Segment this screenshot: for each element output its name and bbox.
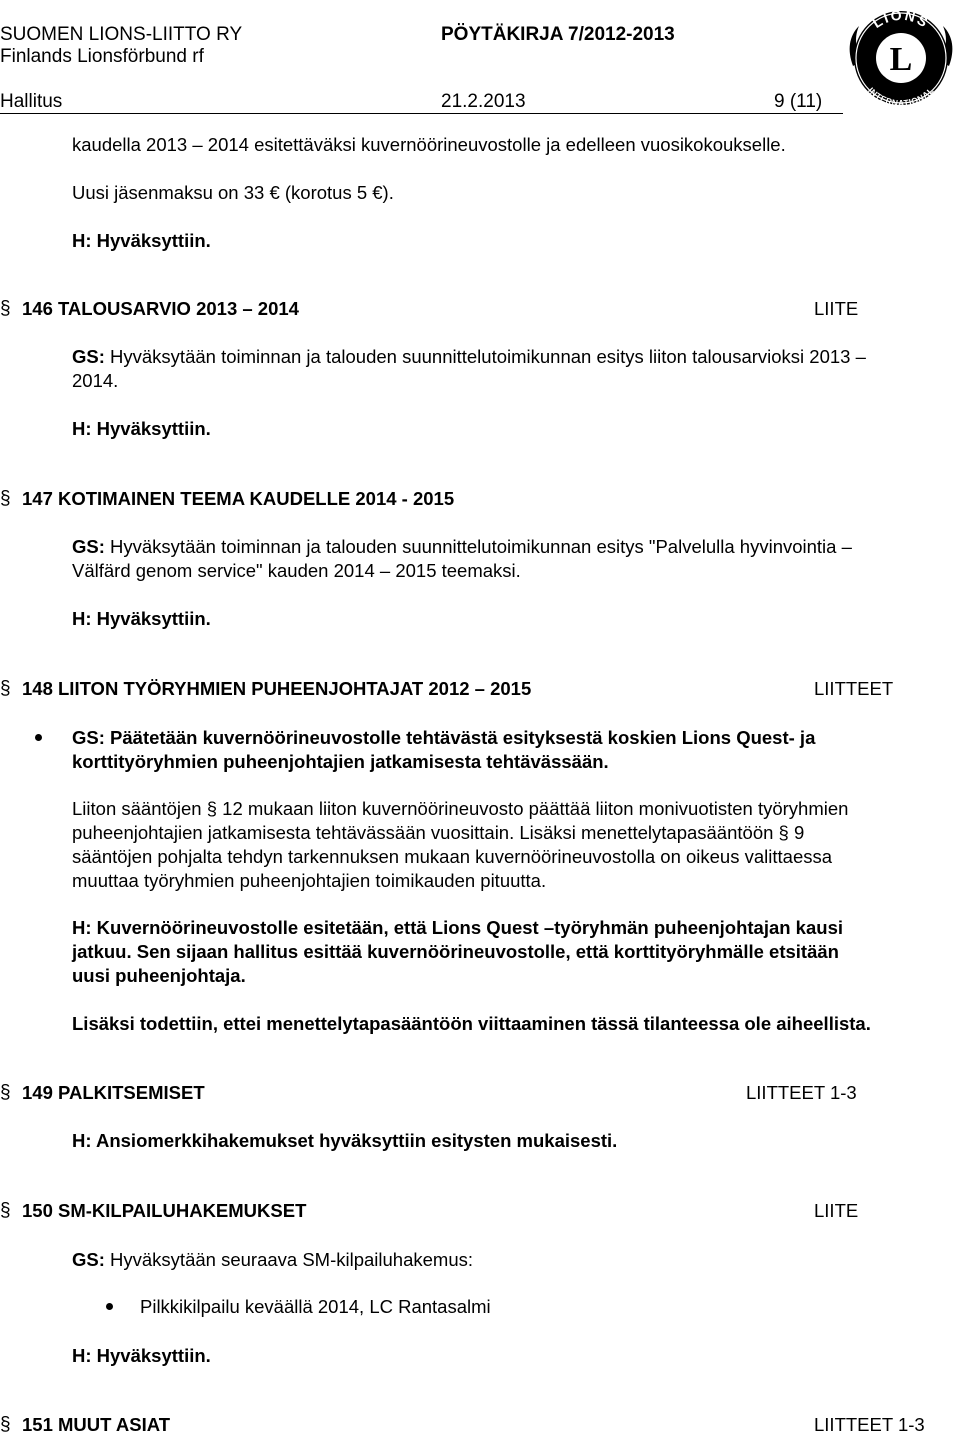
header-divider (0, 113, 843, 114)
section-148-body-line: sääntöjen pohjalta tehdyn tarkennuksen mukaan kuvernöörineuvostolla on oikeus valittaessa (72, 846, 833, 867)
section-150-attachment: LIITE (814, 1200, 859, 1221)
section-147-proposal-cont: Välfärd genom service" kauden 2014 – 2015 teemaksi. (72, 560, 521, 581)
page-number: 9 (11) (774, 91, 823, 112)
section-148-proposal-cont: korttityöryhmien puheenjohtajien jatkamisesta tehtävässään. (72, 751, 609, 772)
section-148-proposal: GS: Päätetään kuvernöörineuvostolle tehtävästä esityksestä koskien Lions Quest- ja (72, 727, 816, 748)
section-147-title: 147 KOTIMAINEN TEEMA KAUDELLE 2014 - 2015 (22, 488, 455, 509)
gs-label: GS: (72, 536, 105, 557)
logo-top-text: LIONS (869, 6, 933, 32)
gs-label: GS: (72, 346, 105, 367)
section-symbol: § (0, 298, 11, 319)
bullet-icon (106, 1303, 113, 1310)
intro-paragraph: kaudella 2013 – 2014 esitettäväksi kuvernöörineuvostolle ja edelleen vuosikokoukselle. (72, 134, 786, 155)
section-148-decision-cont: uusi puheenjohtaja. (72, 965, 246, 986)
section-symbol: § (0, 1414, 11, 1435)
section-146-proposal: Hyväksytään toiminnan ja talouden suunnittelutoimikunnan esitys liiton talousarvioksi 2013 – (110, 346, 866, 367)
section-symbol: § (0, 678, 11, 699)
gs-label: GS: (72, 1249, 105, 1270)
org-name-sv: Finlands Lionsförbund rf (0, 46, 204, 67)
section-146-proposal-cont: 2014. (72, 370, 119, 391)
lions-logo (843, 0, 960, 117)
section-symbol: § (0, 1082, 11, 1103)
section-150-proposal: Hyväksytään seuraava SM-kilpailuhakemus: (110, 1249, 473, 1270)
section-148-decision-cont: jatkuu. Sen sijaan hallitus esittää kuvernöörineuvostolle, että korttityöryhmälle etsitään (72, 941, 839, 962)
section-146-title: 146 TALOUSARVIO 2013 – 2014 (22, 298, 299, 319)
section-148-note: Lisäksi todettiin, ettei menettelytapasääntöön viittaaminen tässä tilanteessa ole aiheellista. (72, 1013, 871, 1034)
bullet-icon (35, 734, 42, 741)
section-symbol: § (0, 1200, 11, 1221)
section-146-decision: H: Hyväksyttiin. (72, 418, 211, 439)
section-147-decision: H: Hyväksyttiin. (72, 608, 211, 629)
section-149-decision: H: Ansiomerkkihakemukset hyväksyttiin esitysten mukaisesti. (72, 1130, 618, 1151)
section-150-bullet-item: Pilkkikilpailu keväällä 2014, LC Rantasalmi (140, 1296, 491, 1317)
section-148-decision: H: Kuvernöörineuvostolle esitetään, että Lions Quest –työryhmän puheenjohtajan kausi (72, 917, 843, 938)
doc-title: PÖYTÄKIRJA 7/2012-2013 (441, 24, 675, 45)
section-148-body-line: Liiton sääntöjen § 12 mukaan liiton kuvernöörineuvosto päättää liiton monivuotisten työryhmien (72, 798, 849, 819)
decision-text: H: Hyväksyttiin. (72, 230, 211, 251)
section-149-title: 149 PALKITSEMISET (22, 1082, 205, 1103)
logo-bottom-text: INTERNATIONAL (866, 85, 936, 109)
section-148-body-line: muuttaa työryhmien puheenjohtajien toimikauden pituutta. (72, 870, 547, 891)
meeting-date: 21.2.2013 (441, 91, 526, 112)
section-150-title: 150 SM-KILPAILUHAKEMUKSET (22, 1200, 307, 1221)
section-151-attachments: LIITTEET 1-3 (814, 1414, 925, 1435)
logo-letter: L (889, 41, 913, 78)
section-148-title: 148 LIITON TYÖRYHMIEN PUHEENJOHTAJAT 2012 – 2015 (22, 678, 532, 699)
section-150-decision: H: Hyväksyttiin. (72, 1345, 211, 1366)
section-146-attachment: LIITE (814, 298, 859, 319)
section-148-body-line: puheenjohtajien jatkamisesta tehtävässään vuosittain. Lisäksi menettelytapasääntöön § 9 (72, 822, 805, 843)
section-149-attachments: LIITTEET 1-3 (746, 1082, 857, 1103)
section-symbol: § (0, 488, 11, 509)
section-148-attachments: LIITTEET (814, 678, 894, 699)
board-label: Hallitus (0, 91, 63, 112)
section-147-proposal: Hyväksytään toiminnan ja talouden suunnittelutoimikunnan esitys "Palvelulla hyvinvointia – (110, 536, 852, 557)
section-151-title: 151 MUUT ASIAT (22, 1414, 171, 1435)
org-name-fi: SUOMEN LIONS-LIITTO RY (0, 24, 243, 45)
membership-fee-text: Uusi jäsenmaksu on 33 € (korotus 5 €). (72, 182, 394, 203)
